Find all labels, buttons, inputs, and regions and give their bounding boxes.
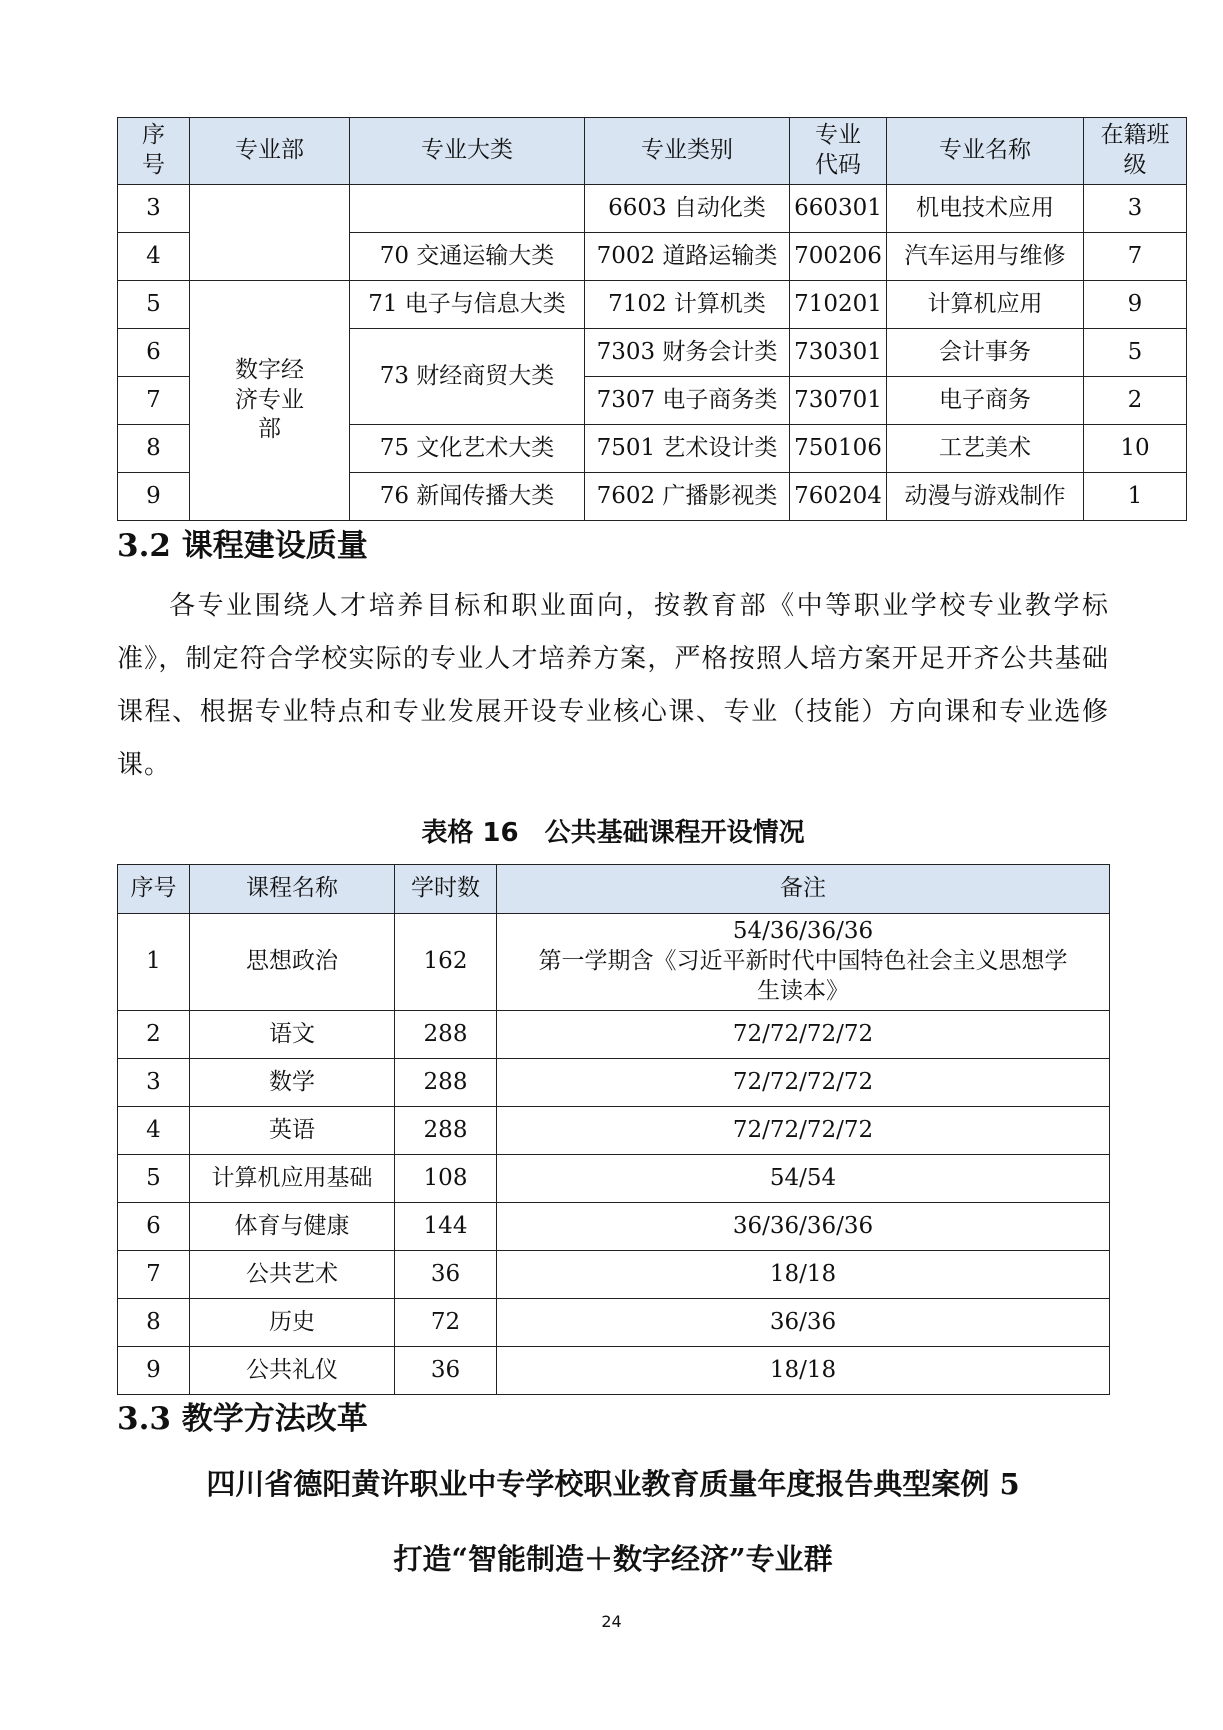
header-hours: 学时数 [395,865,497,914]
cell-no: 1 [118,914,190,1011]
cell-code: 750106 [790,425,887,473]
table-header-row [118,865,1110,914]
cell-hours: 288 [395,1059,497,1107]
cell-course-name: 体育与健康 [190,1203,395,1251]
cell-course-name: 计算机应用基础 [190,1155,395,1203]
cell-no: 3 [118,1059,190,1107]
table-row [118,1299,1110,1347]
cell-no: 9 [118,473,190,521]
cell-name: 机电技术应用 [887,185,1084,233]
case-title-line-1: 四川省德阳黄许职业中专学校职业教育质量年度报告典型案例 5 [206,1467,1020,1501]
cell-no: 5 [118,281,190,329]
header-no: 序 号 [118,118,190,185]
body-paragraph: 各专业围绕人才培养目标和职业面向，按教育部《中等职业学校专业教学标准》，制定符合学校实际的专业人才培养方案，严格按照人培方案开足开齐公共基础课程、根据专业特点和专业发展开设专业核心课、专业（技能）方向课和专业选修课。 [117,591,1109,780]
cell-course-name: 思想政治 [190,914,395,1011]
cell-name: 会计事务 [887,329,1084,377]
page-number: 24 [601,1612,622,1631]
cell-category: 73 财经商贸大类 [350,329,585,425]
table-row [118,914,1110,1011]
cell-hours: 108 [395,1155,497,1203]
cell-category: 71 电子与信息大类 [350,281,585,329]
header-no: 序号 [118,865,190,914]
cell-hours: 288 [395,1011,497,1059]
table-row [118,1251,1110,1299]
cell-type: 6603 自动化类 [585,185,790,233]
cell-code: 730701 [790,377,887,425]
cell-course-name: 英语 [190,1107,395,1155]
cell-note: 72/72/72/72 [497,1011,1110,1059]
table-row [118,1203,1110,1251]
cell-classes: 3 [1084,185,1187,233]
table-header-row [118,118,1187,185]
cell-course-name: 语文 [190,1011,395,1059]
cell-note: 36/36/36/36 [497,1203,1110,1251]
cell-course-name: 公共艺术 [190,1251,395,1299]
table-row [118,1107,1110,1155]
cell-name: 工艺美术 [887,425,1084,473]
header-code: 专业 代码 [790,118,887,185]
table-row [118,1155,1110,1203]
cell-type: 7002 道路运输类 [585,233,790,281]
cell-name: 计算机应用 [887,281,1084,329]
cell-category [350,185,585,233]
cell-course-name: 公共礼仪 [190,1347,395,1395]
cell-category: 70 交通运输大类 [350,233,585,281]
cell-hours: 288 [395,1107,497,1155]
table-row [118,1011,1110,1059]
cell-dept-prev [190,185,350,281]
cell-type: 7501 艺术设计类 [585,425,790,473]
case-title-line-2: 打造“智能制造＋数字经济”专业群 [393,1542,833,1576]
cell-no: 6 [118,329,190,377]
cell-hours: 162 [395,914,497,1011]
cell-code: 730301 [790,329,887,377]
header-dept: 专业部 [190,118,350,185]
table-row [118,185,1187,233]
cell-category: 75 文化艺术大类 [350,425,585,473]
cell-type: 7602 广播影视类 [585,473,790,521]
cell-note: 36/36 [497,1299,1110,1347]
public-courses-table [117,864,1110,1395]
cell-no: 8 [118,425,190,473]
cell-hours: 36 [395,1347,497,1395]
cell-no: 2 [118,1011,190,1059]
cell-hours: 36 [395,1251,497,1299]
cell-classes: 9 [1084,281,1187,329]
header-course-name: 课程名称 [190,865,395,914]
cell-course-name: 历史 [190,1299,395,1347]
cell-no: 6 [118,1203,190,1251]
cell-no: 8 [118,1299,190,1347]
header-name: 专业名称 [887,118,1084,185]
cell-no: 4 [118,233,190,281]
cell-note: 54/54 [497,1155,1110,1203]
header-classes: 在籍班 级 [1084,118,1187,185]
cell-code: 660301 [790,185,887,233]
cell-no: 4 [118,1107,190,1155]
cell-note: 18/18 [497,1251,1110,1299]
cell-note: 54/36/36/36 第一学期含《习近平新时代中国特色社会主义思想学 生读本》 [497,914,1110,1011]
cell-classes: 5 [1084,329,1187,377]
cell-no: 5 [118,1155,190,1203]
majors-table [117,117,1187,521]
section-heading-3-2: 3.2 课程建设质量 [117,528,368,564]
cell-name: 电子商务 [887,377,1084,425]
table-row [118,1059,1110,1107]
cell-name: 动漫与游戏制作 [887,473,1084,521]
cell-code: 760204 [790,473,887,521]
cell-classes: 10 [1084,425,1187,473]
table-caption: 表格 16 公共基础课程开设情况 [421,818,805,848]
cell-no: 3 [118,185,190,233]
cell-classes: 2 [1084,377,1187,425]
cell-classes: 7 [1084,233,1187,281]
cell-dept-digital: 数字经 济专业 部 [190,281,350,521]
cell-course-name: 数学 [190,1059,395,1107]
section-heading-3-3: 3.3 教学方法改革 [117,1401,368,1437]
cell-code: 710201 [790,281,887,329]
cell-note: 72/72/72/72 [497,1059,1110,1107]
cell-classes: 1 [1084,473,1187,521]
table-row [118,281,1187,329]
table-row [118,1347,1110,1395]
cell-code: 700206 [790,233,887,281]
cell-category: 76 新闻传播大类 [350,473,585,521]
cell-note: 18/18 [497,1347,1110,1395]
cell-type: 7307 电子商务类 [585,377,790,425]
header-category: 专业大类 [350,118,585,185]
cell-hours: 144 [395,1203,497,1251]
cell-no: 9 [118,1347,190,1395]
cell-type: 7303 财务会计类 [585,329,790,377]
cell-no: 7 [118,377,190,425]
header-note: 备注 [497,865,1110,914]
cell-hours: 72 [395,1299,497,1347]
cell-name: 汽车运用与维修 [887,233,1084,281]
cell-no: 7 [118,1251,190,1299]
cell-note: 72/72/72/72 [497,1107,1110,1155]
cell-type: 7102 计算机类 [585,281,790,329]
header-type: 专业类别 [585,118,790,185]
